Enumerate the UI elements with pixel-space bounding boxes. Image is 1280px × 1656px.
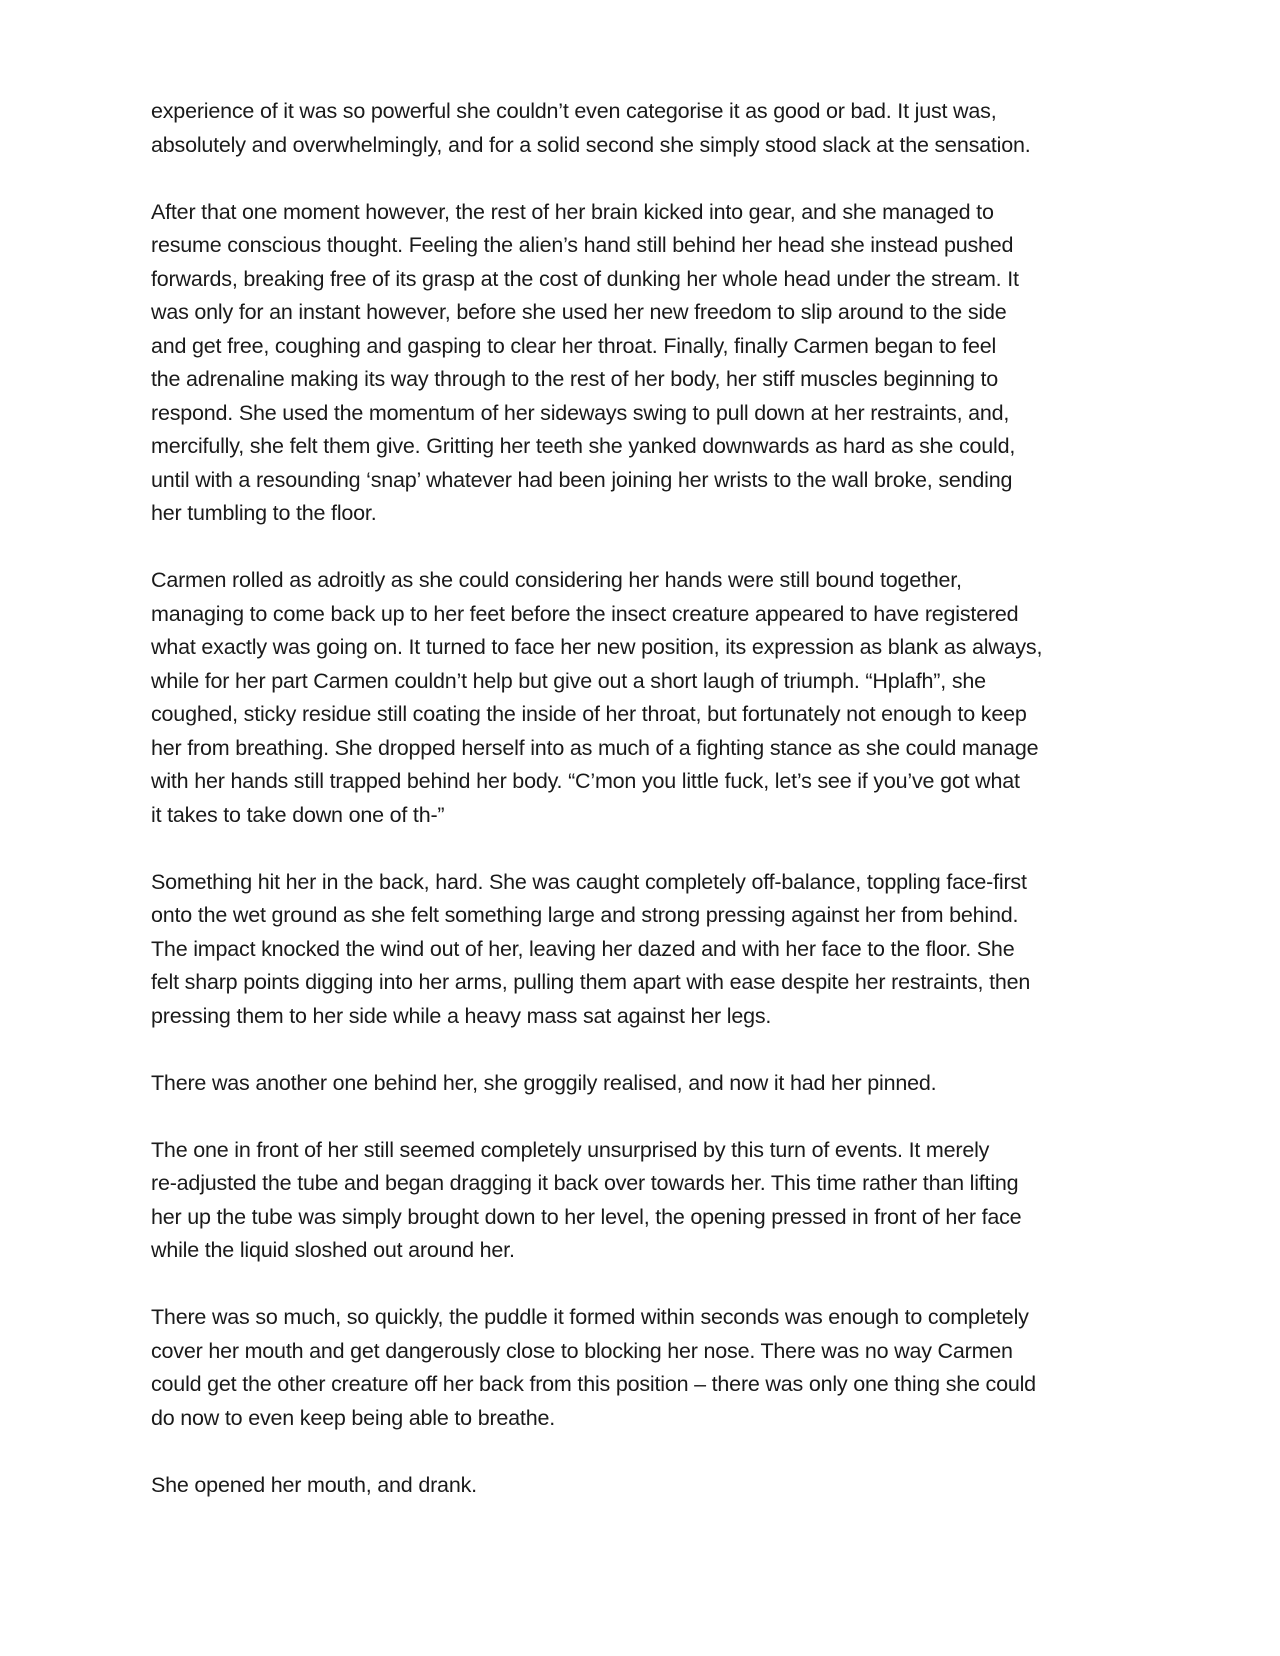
text-line: Carmen rolled as adroitly as she could considering her hands were still bound together, (151, 568, 962, 592)
paragraph (151, 196, 1136, 531)
text-line: There was another one behind her, she groggily realised, and now it had her pinned. (151, 1070, 937, 1095)
text-line: mercifully, she felt them give. Gritting her teeth she yanked downwards as hard as she could, (151, 434, 1016, 458)
text-line: what exactly was going on. It turned to face her new position, its expression as blank as always, (151, 635, 1043, 659)
paragraph (151, 1469, 1136, 1503)
text-line: The impact knocked the wind out of her, leaving her dazed and with her face to the floor. She (151, 936, 1015, 961)
text-line: respond. She used the momentum of her sideways swing to pull down at her restraints, and, (151, 400, 1010, 425)
text-line: until with a resounding ‘snap’ whatever had been joining her wrists to the wall broke, sending (151, 467, 1013, 492)
paragraph (151, 1067, 1136, 1101)
body-text (151, 95, 1136, 1536)
paragraph (151, 95, 1136, 162)
text-line: felt sharp points digging into her arms, pulling them apart with ease despite her restraints, then (151, 970, 1031, 994)
text-line: cover her mouth and get dangerously close to blocking her nose. There was no way Carmen (151, 1338, 1013, 1363)
text-line: her from breathing. She dropped herself into as much of a fighting stance as she could manage (151, 735, 1039, 760)
text-line: was only for an instant however, before she used her new freedom to slip around to the side (151, 300, 1007, 324)
text-line: while the liquid sloshed out around her. (151, 1238, 515, 1262)
text-line: while for her part Carmen couldn’t help but give out a short laugh of triumph. “Hplafh”, she (151, 668, 986, 693)
text-line: re-adjusted the tube and began dragging it back over towards her. This time rather than lifting (151, 1171, 1019, 1195)
text-line: it takes to take down one of th-” (151, 802, 445, 827)
text-line: Something hit her in the back, hard. She was caught completely off-balance, toppling face-first (151, 869, 1027, 894)
text-line: The one in front of her still seemed completely unsurprised by this turn of events. It merely (151, 1137, 990, 1162)
paragraph (151, 866, 1136, 1034)
text-line: managing to come back up to her feet before the insect creature appeared to have registered (151, 601, 1019, 626)
text-line: She opened her mouth, and drank. (151, 1472, 477, 1497)
text-line: do now to even keep being able to breathe. (151, 1405, 555, 1430)
text-line: absolutely and overwhelmingly, and for a solid second she simply stood slack at the sensation. (151, 132, 1031, 157)
text-line: experience of it was so powerful she couldn’t even categorise it as good or bad. It just was, (151, 99, 997, 123)
text-line: with her hands still trapped behind her body. “C’mon you little fuck, let’s see if you’ve got what (151, 769, 1020, 793)
text-line: onto the wet ground as she felt something large and strong pressing against her from behind. (151, 903, 1019, 927)
text-line: the adrenaline making its way through to the rest of her body, her stiff muscles beginning to (151, 367, 999, 391)
text-line: forwards, breaking free of its grasp at the cost of dunking her whole head under the stream. It (151, 266, 1019, 291)
text-line: and get free, coughing and gasping to clear her throat. Finally, finally Carmen began to feel (151, 333, 997, 358)
text-line: coughed, sticky residue still coating the inside of her throat, but fortunately not enough to keep (151, 702, 1027, 726)
text-line: could get the other creature off her back from this position – there was only one thing she could (151, 1372, 1036, 1396)
text-line: her tumbling to the floor. (151, 501, 377, 525)
paragraph (151, 1134, 1136, 1268)
text-line: her up the tube was simply brought down to her level, the opening pressed in front of her face (151, 1204, 1022, 1229)
paragraph (151, 564, 1136, 832)
text-line: There was so much, so quickly, the puddle it formed within seconds was enough to completely (151, 1305, 1029, 1329)
paragraph (151, 1301, 1136, 1435)
text-line: After that one moment however, the rest of her brain kicked into gear, and she managed to (151, 199, 994, 224)
text-line: resume conscious thought. Feeling the alien’s hand still behind her head she instead pushed (151, 233, 1014, 257)
text-line: pressing them to her side while a heavy mass sat against her legs. (151, 1003, 772, 1028)
